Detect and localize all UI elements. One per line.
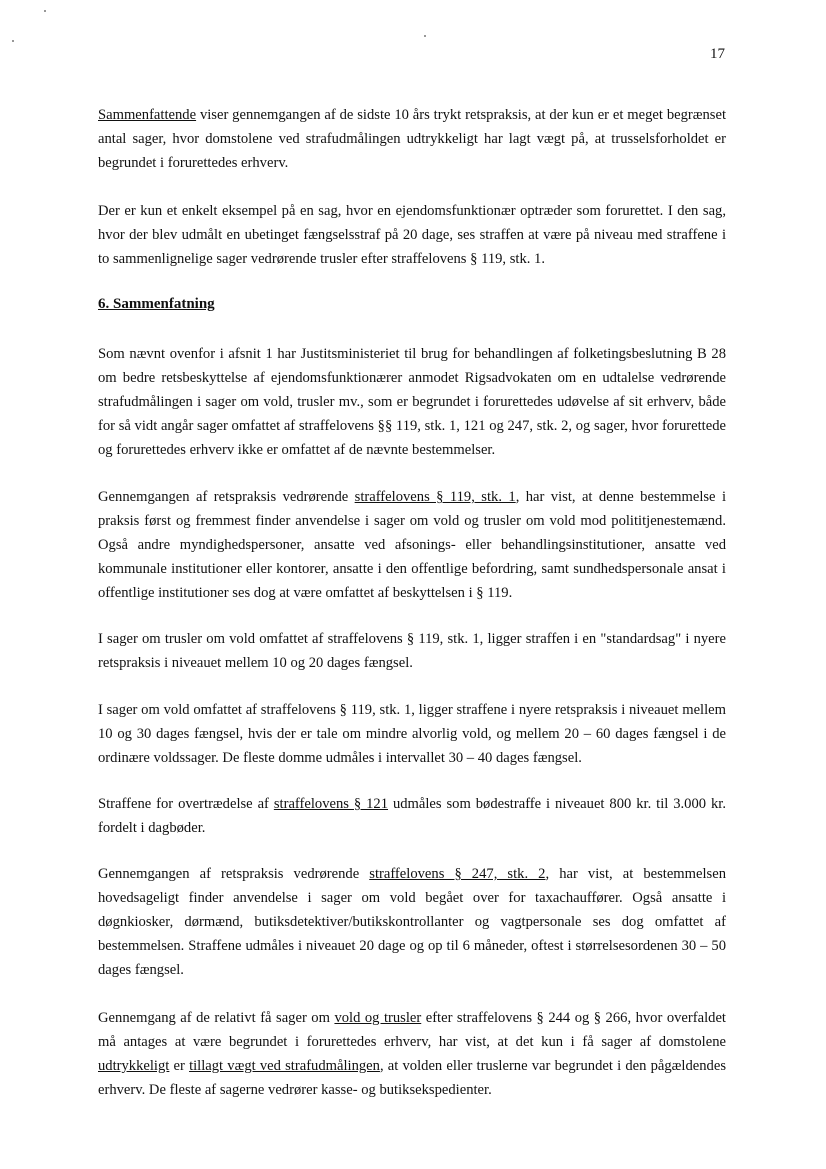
paragraph-section-119	[98, 485, 726, 605]
paragraph-section-247	[98, 862, 726, 982]
paragraph-text: , at volden eller truslerne var begrundet i den pågældendes erhverv. De fleste af sagerne vedrører kasse- og butiksekspedienter.	[98, 1058, 726, 1098]
scan-speck	[424, 35, 426, 37]
paragraph-text: I sager om vold omfattet af straffelovens § 119, stk. 1, ligger straffene i nyere retspraksis i niveauet mellem 10 og 30 dages fængsel, hvis der er tale om mindre alvorlig vold, og mellem 20 – 60 dages fængsel i de ordinære voldssager. De fleste domme udmåles i intervallet 30 – 40 dages fængsel.	[98, 702, 726, 766]
scan-speck	[12, 40, 14, 42]
underlined-term: tillagt vægt ved strafudmålingen	[189, 1058, 380, 1074]
section-heading: 6. Sammenfatning	[98, 296, 215, 312]
paragraph-text: Der er kun et enkelt eksempel på en sag, hvor en ejendomsfunktionær optræder som forurettet. I den sag, hvor der blev udmålt en ubetinget fængselsstraf på 20 dage, ses straffen at være på niveau med straffene i to sammenlignelige sager vedrørende trusler efter straffelovens § 119, stk. 1.	[98, 203, 726, 267]
paragraph-text: er	[169, 1058, 190, 1074]
paragraph-text: I sager om trusler om vold omfattet af straffelovens § 119, stk. 1, ligger straffen i en "standardsag" i nyere retspraksis i niveauet mellem 10 og 20 dages fængsel.	[98, 631, 726, 671]
paragraph-text: Straffene for overtrædelse af	[98, 796, 274, 812]
paragraph-text: udmåles som bødestraffe i niveauet 800 kr. til 3.000 kr. fordelt i dagbøder.	[98, 796, 727, 836]
paragraph-violence-sentencing	[98, 698, 726, 770]
paragraph-text: , har vist, at bestemmelsen hovedsageligt finder anvendelse i sager om vold begået over for taxachauffører. Også ansatte i døgnkiosker, dørmænd, butiksdetektiver/butikskontrollanter og vagtpersonale ses dog omfattet af bestemmelsen. Straffene udmåles i niveauet 20 dage og op til 6 måneder, oftest i størrelsesordenen 30 – 50 dages fængsel.	[98, 866, 726, 978]
paragraph-single-example	[98, 199, 726, 271]
paragraph-text: viser gennemgangen af de sidste 10 års trykt retspraksis, at der kun er et meget begrænset antal sager, hvor domstolene ved strafudmålingen udtrykkeligt har lagt vægt på, at trusselsforholdet er begrundet i forurettedes erhverv.	[98, 107, 726, 171]
underlined-term: udtrykkeligt	[98, 1058, 170, 1074]
paragraph-summary-intro	[98, 103, 726, 175]
underlined-term: Sammenfattende	[98, 107, 197, 123]
paragraph-text: Gennemgangen af retspraksis vedrørende	[98, 866, 370, 882]
paragraph-text: , har vist, at denne bestemmelse i praksis først og fremmest finder anvendelse i sager om vold og trusler om vold mod polititjenestemænd. Også andre myndighedspersoner, ansatte ved afsonings- eller behandlingsinstitutioner, ansatte ved kommunale institutioner eller kontorer, ansatte i den offentlige befordring, samt sundhedspersonale ansat i offentlige institutioner ses dog at være omfattet af beskyttelsen i § 119.	[98, 489, 726, 601]
paragraph-text: efter straffelovens § 244 og § 266, hvor overfaldet må antages at være begrundet i forurettedes erhverv, har vist, at det kun i få sager af domstolene	[98, 1010, 726, 1050]
paragraph-section-121	[98, 792, 726, 840]
paragraph-sections-244-266	[98, 1006, 726, 1102]
paragraph-text: Gennemgangen af retspraksis vedrørende	[98, 489, 355, 505]
paragraph-text: Gennemgang af de relativt få sager om	[98, 1010, 335, 1026]
underlined-term: vold og trusler	[334, 1010, 422, 1026]
paragraph-background	[98, 342, 726, 462]
paragraph-threats-sentencing	[98, 627, 726, 675]
underlined-reference: straffelovens § 121	[273, 796, 389, 812]
scan-speck	[44, 10, 46, 12]
underlined-reference: straffelovens § 119, stk. 1	[354, 489, 516, 505]
paragraph-text: Som nævnt ovenfor i afsnit 1 har Justitsministeriet til brug for behandlingen af folketingsbeslutning B 28 om bedre retsbeskyttelse af ejendomsfunktionærer anmodet Rigsadvokaten om en udtalelse vedrørende strafudmålingen i sager om vold, trusler mv., som er begrundet i forurettedes udøvelse af sit erhverv, både for så vidt angår sager omfattet af straffelovens §§ 119, stk. 1, 121 og 247, stk. 2, og sager, hvor forurettede og forurettedes erhverv ikke er omfattet af de nævnte bestemmelser.	[98, 346, 726, 458]
page-number: 17	[710, 46, 725, 62]
underlined-reference: straffelovens § 247, stk. 2	[369, 866, 546, 882]
